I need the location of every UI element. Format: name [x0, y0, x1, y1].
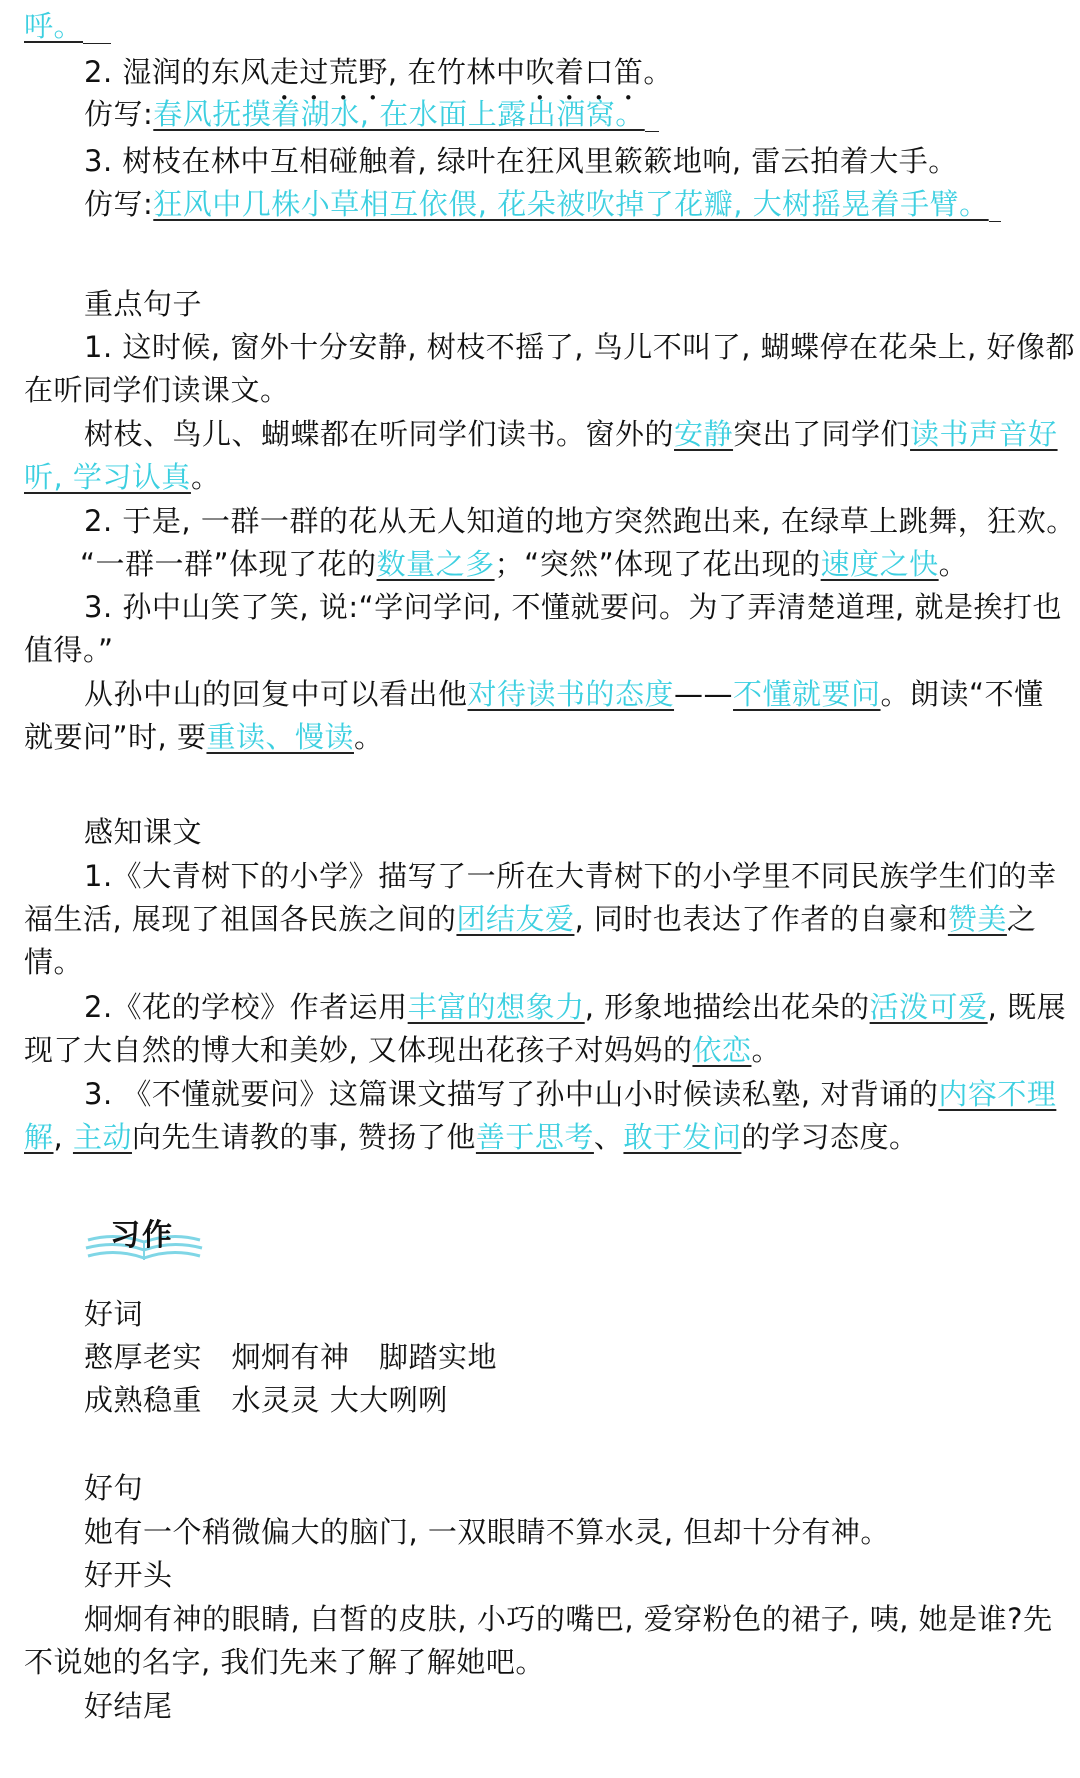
- section-heading: 好句: [84, 1471, 144, 1505]
- section-heading: 重点句子: [84, 287, 203, 321]
- emphasis-text: 荒野: [328, 55, 388, 89]
- xizuo-section-header: [84, 1210, 204, 1270]
- line-23: 3. 《不懂就要问》这篇课文描写了孙中山小时候读私塾, 对背诵的内容不理: [84, 1077, 1057, 1111]
- answer-text: 呼。: [24, 9, 84, 43]
- line-13: 3. 孙中山笑了笑, 说:“学问学问, 不懂就要问。为了弄清楚道理, 就是挨打也: [84, 590, 1062, 624]
- line-8: 在听同学们读课文。: [24, 373, 290, 407]
- answer-text: 敢于发问: [623, 1120, 742, 1154]
- answer-text: 解: [24, 1120, 54, 1154]
- line-16: 就要问”时, 要重读、慢读。: [24, 720, 384, 754]
- answer-text: 丰富的想象力: [407, 990, 585, 1024]
- line-5: 仿写:狂风中几株小草相互依偎, 花朵被吹掉了花瓣, 大树摇晃着手臂。: [84, 186, 1001, 222]
- section-heading: 感知课文: [84, 815, 203, 849]
- answer-text: 内容不理: [938, 1077, 1057, 1111]
- answer-text: 主动: [72, 1120, 132, 1154]
- sentence: 她有一个稍微偏大的脑门, 一双眼睛不算水灵, 但却十分有神。: [84, 1515, 890, 1549]
- answer-text: 善于思考: [475, 1120, 594, 1154]
- line-2: 2. 湿润的东风走过荒野, 在竹林中吹着口笛。: [84, 55, 673, 89]
- answer-text: 数量之多: [376, 547, 495, 581]
- answer-text: 安静: [674, 417, 734, 451]
- answer-text: 听, 学习认真: [24, 460, 191, 494]
- line-20: 情。: [24, 945, 84, 979]
- emphasis-text: 吹着口笛: [525, 55, 644, 89]
- line-11: 2. 于是, 一群一群的花从无人知道的地方突然跑出来, 在绿草上跳舞，狂欢。: [84, 504, 1076, 538]
- line-1: [24, 8, 111, 44]
- line-9: 树枝、鸟儿、蝴蝶都在听同学们读书。窗外的安静突出了同学们读书声音好: [84, 417, 1058, 451]
- answer-text: 读书声音好: [910, 417, 1058, 451]
- line-4: 3. 树枝在林中互相碰触着, 绿叶在狂风里簌簌地响, 雷云拍着大手。: [84, 144, 958, 178]
- line-24: 解, 主动向先生请教的事, 赞扬了他善于思考、敢于发问的学习态度。: [24, 1120, 919, 1154]
- line-12: “一群一群”体现了花的数量之多；“突然”体现了花出现的速度之快。: [80, 547, 969, 581]
- xizuo-title: 习作: [110, 1218, 174, 1253]
- section-heading: 好结尾: [84, 1689, 173, 1723]
- line-21: 2.《花的学校》作者运用丰富的想象力, 形象地描绘出花朵的活泼可爱, 既展: [84, 990, 1067, 1024]
- answer-text: 重读、慢读: [206, 720, 354, 754]
- answer-text: 活泼可爱: [869, 990, 988, 1024]
- line-10: 听, 学习认真。: [24, 460, 221, 494]
- answer-text: 狂风中几株小草相互依偎, 花朵被吹掉了花瓣, 大树摇晃着手臂。: [153, 187, 989, 221]
- answer-text: 春风抚摸着湖水, 在水面上露出酒窝。: [153, 97, 645, 131]
- line-3: 仿写:春风抚摸着湖水, 在水面上露出酒窝。: [84, 96, 659, 132]
- line-32: 不说她的名字, 我们先来了解了解她吧。: [24, 1645, 545, 1679]
- line-14: 值得。”: [24, 633, 114, 667]
- word-list-row: 成熟稳重 水灵灵 大大咧咧: [84, 1383, 448, 1417]
- answer-text: 对待读书的态度: [467, 677, 675, 711]
- line-19: 福生活, 展现了祖国各民族之间的团结友爱, 同时也表达了作者的自豪和赞美之: [24, 902, 1037, 936]
- answer-text: 赞美: [947, 902, 1007, 936]
- answer-text: 速度之快: [820, 547, 939, 581]
- word-list-row: 憨厚老实 炯炯有神 脚踏实地: [84, 1340, 498, 1374]
- emphasis-text: 走过: [269, 55, 329, 89]
- section-heading: 好开头: [84, 1558, 173, 1592]
- line-7: 1. 这时候, 窗外十分安静, 树枝不摇了, 鸟儿不叫了, 蝴蝶停在花朵上, 好像都: [84, 330, 1076, 364]
- answer-text: 不懂就要问: [733, 677, 881, 711]
- answer-text: 依恋: [692, 1033, 752, 1067]
- line-22: 现了大自然的博大和美妙, 又体现出花孩子对妈妈的依恋。: [24, 1033, 781, 1067]
- line-18: 1.《大青树下的小学》描写了一所在大青树下的小学里不同民族学生们的幸: [84, 859, 1057, 893]
- line-15: 从孙中山的回复中可以看出他对待读书的态度——不懂就要问。朗读“不懂: [84, 677, 1044, 711]
- line-31: 炯炯有神的眼睛, 白皙的皮肤, 小巧的嘴巴, 爱穿粉色的裙子, 咦, 她是谁?先: [84, 1602, 1053, 1636]
- section-heading: 好词: [84, 1297, 144, 1331]
- answer-text: 团结友爱: [456, 902, 575, 936]
